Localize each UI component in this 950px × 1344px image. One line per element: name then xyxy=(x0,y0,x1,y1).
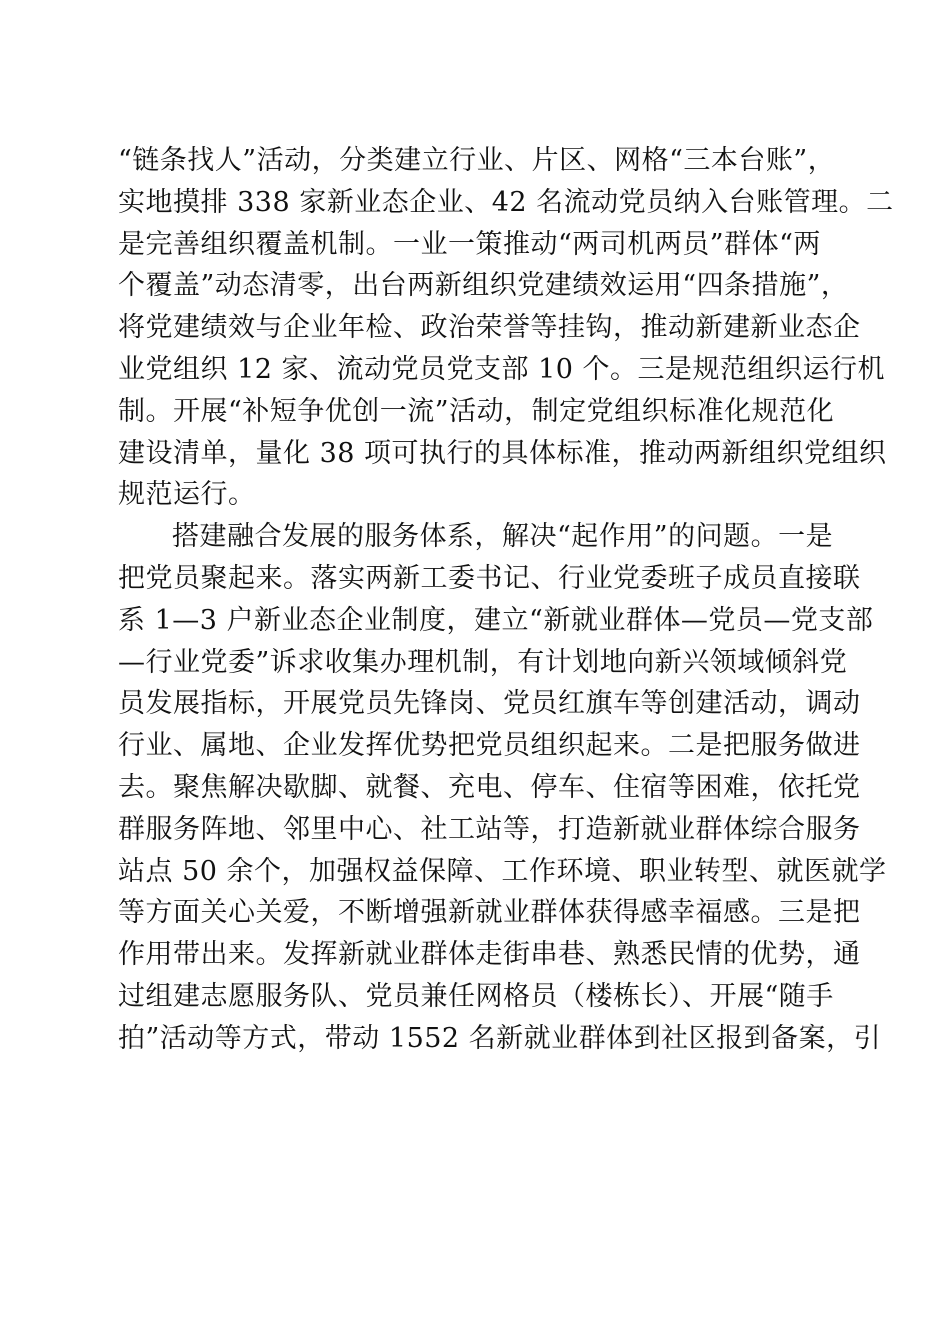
body-text xyxy=(118,140,894,1060)
text-line: 作用带出来。发挥新就业群体走街串巷、熟悉民情的优势，通 xyxy=(118,939,861,971)
text-line: 是完善组织覆盖机制。一业一策推动“两司机两员”群体“两 xyxy=(118,228,821,260)
text-line: 业党组织 12 家、流动党员党支部 10 个。三是规范组织运行机 xyxy=(118,353,886,385)
text-line: “链条找人”活动，分类建立行业、片区、网格“三本台账”， xyxy=(118,145,836,176)
text-line: 拍”活动等方式，带动 1552 名新就业群体到社区报到备案，引 xyxy=(118,1022,882,1054)
text-line: 过组建志愿服务队、党员兼任网格员（楼栋长）、开展“随手 xyxy=(118,980,834,1012)
paragraph-first-line: 搭建融合发展的服务体系，解决“起作用”的问题。一是 xyxy=(172,521,834,553)
text-line: 建设清单，量化 38 项可执行的具体标准，推动两新组织党组织 xyxy=(118,437,887,469)
text-line: 制。开展“补短争优创一流”活动，制定党组织标准化规范化 xyxy=(118,395,835,427)
text-line: 群服务阵地、邻里中心、社工站等，打造新就业群体综合服务 xyxy=(118,813,861,845)
text-line: 站点 50 余个，加强权益保障、工作环境、职业转型、就医就学 xyxy=(118,855,887,887)
text-line: 系 1—3 户新业态企业制度，建立“新就业群体—党员—党支部 xyxy=(118,604,874,636)
text-line: 把党员聚起来。落实两新工委书记、行业党委班子成员直接联 xyxy=(118,562,861,594)
text-line: 实地摸排 338 家新业态企业、42 名流动党员纳入台账管理。二 xyxy=(118,186,894,218)
text-line: 员发展指标，开展党员先锋岗、党员红旗车等创建活动，调动 xyxy=(118,688,861,720)
paragraph-end-line: 规范运行。 xyxy=(118,479,256,511)
text-line: 行业、属地、企业发挥优势把党员组织起来。二是把服务做进 xyxy=(118,730,861,762)
text-line: 去。聚焦解决歇脚、就餐、充电、停车、住宿等困难，依托党 xyxy=(118,771,861,803)
text-line: —行业党委”诉求收集办理机制，有计划地向新兴领域倾斜党 xyxy=(118,646,848,678)
text-line: 个覆盖”动态清零，出台两新组织党建绩效运用“四条措施”， xyxy=(118,270,849,302)
text-line: 将党建绩效与企业年检、政治荣誉等挂钩，推动新建新业态企 xyxy=(118,312,861,344)
text-line: 等方面关心关爱，不断增强新就业群体获得感幸福感。三是把 xyxy=(118,897,861,929)
